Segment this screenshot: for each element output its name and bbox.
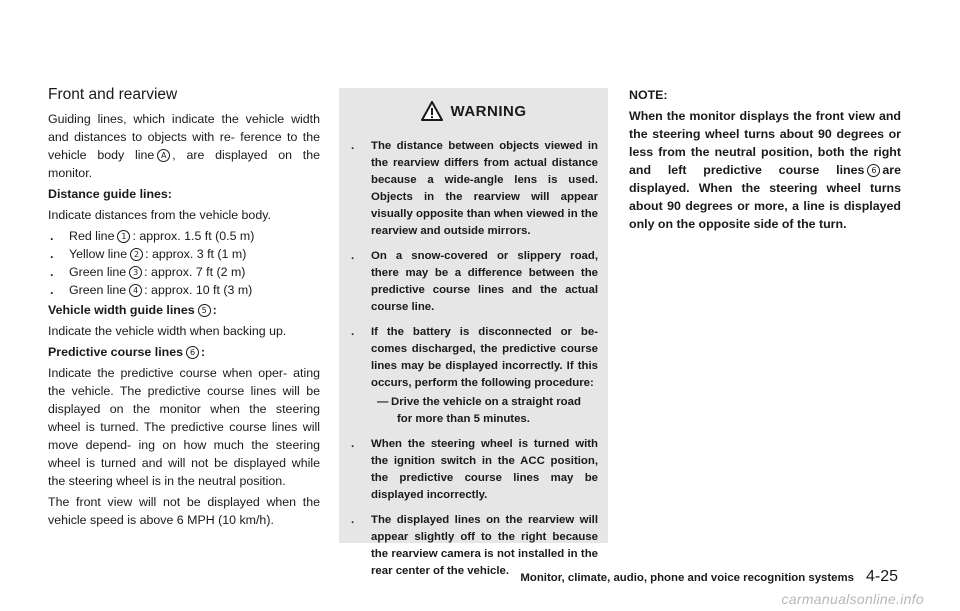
distance-heading: Distance guide lines:	[48, 187, 172, 201]
warning-title: WARNING	[450, 102, 527, 120]
width-text: Indicate the vehicle width when backing up.	[48, 324, 287, 338]
list-item: . Green line 4 : approx. 10 ft (3 m)	[50, 283, 253, 297]
warning-box	[339, 88, 608, 577]
procedure-step: — Drive the vehicle on a straight road for more than 5 minutes.	[377, 396, 581, 425]
marker-4: 4	[129, 284, 142, 297]
note-title: NOTE:	[629, 88, 668, 102]
marker-6: 6	[186, 346, 199, 359]
left-column	[48, 86, 320, 532]
list-item: . Yellow line 2 : approx. 3 ft (1 m)	[50, 247, 247, 261]
list-item: . On a snow-covered or slippery road, there may be a difference between the predictive course lines and the actual course line.	[351, 250, 598, 313]
distance-intro: Indicate distances from the vehicle body.	[48, 208, 271, 222]
watermark: carmanualsonline.info	[781, 591, 924, 607]
marker-3: 3	[129, 266, 142, 279]
list-item: . When the steering wheel is turned with the ignition switch in the ACC position, the predictive course lines may be displayed incorrectly.	[351, 438, 598, 501]
footer-section: Monitor, climate, audio, phone and voice recognition systems	[520, 572, 854, 584]
section-title: Front and rearview	[48, 86, 178, 103]
predictive-text: Indicate the predictive course when oper- ating the vehicle. The predictive course lines will be displayed on the monitor when the steering wheel is turned. The predictive course lines will move depend- ing on how much the steering wheel is turned and will not be displayed while the steering wheel is in the neutral position.	[48, 366, 320, 488]
warning-triangle-icon	[421, 101, 443, 121]
list-item: . The distance between objects viewed in the rearview differs from actual distance because a wide-angle lens is used. Objects in the rearview will appear visually opposite than when viewed in the rearview and outside mirrors.	[351, 140, 598, 237]
list-item: . If the battery is disconnected or be- comes discharged, the predictive course lines may be displayed incorrectly. If this occurs, perform the following procedure: — Drive the vehicle on a straight road for more than 5 minutes.	[351, 324, 598, 428]
predictive-heading: Predictive course lines 6 :	[48, 345, 206, 359]
front-view-text: The front view will not be displayed when the vehicle speed is above 6 MPH (10 km/h).	[48, 495, 320, 527]
warning-header	[339, 88, 608, 134]
list-item: . Red line 1 : approx. 1.5 ft (0.5 m)	[50, 229, 255, 243]
list-item: . The displayed lines on the rearview will appear slightly off to the right because the rearview camera is not installed in the rear center of the vehicle.	[351, 514, 598, 577]
page-footer	[520, 568, 898, 586]
list-item: . Green line 3 : approx. 7 ft (2 m)	[50, 265, 246, 279]
intro-paragraph: Guiding lines, which indicate the vehicle width and distances to objects with re- ference to the vehicle body line A , are displayed on the monitor.	[48, 112, 320, 180]
marker-2: 2	[130, 248, 143, 261]
width-heading: Vehicle width guide lines 5 :	[48, 303, 217, 317]
note-column	[629, 86, 901, 236]
marker-6: 6	[867, 164, 880, 177]
warning-list	[339, 138, 608, 580]
note-text: When the monitor displays the front view and the steering wheel turns about 90 degrees or less from the neutral position, both the right and left predictive course lines 6 are displayed. When the steering wheel turns about 90 degrees or more, a line is displayed only on the opposite side of the turn.	[629, 109, 901, 231]
marker-1: 1	[117, 230, 130, 243]
page-number: 4-25	[865, 568, 898, 585]
marker-5: 5	[198, 304, 211, 317]
distance-lines-list	[48, 227, 320, 299]
marker-a: A	[157, 149, 170, 162]
